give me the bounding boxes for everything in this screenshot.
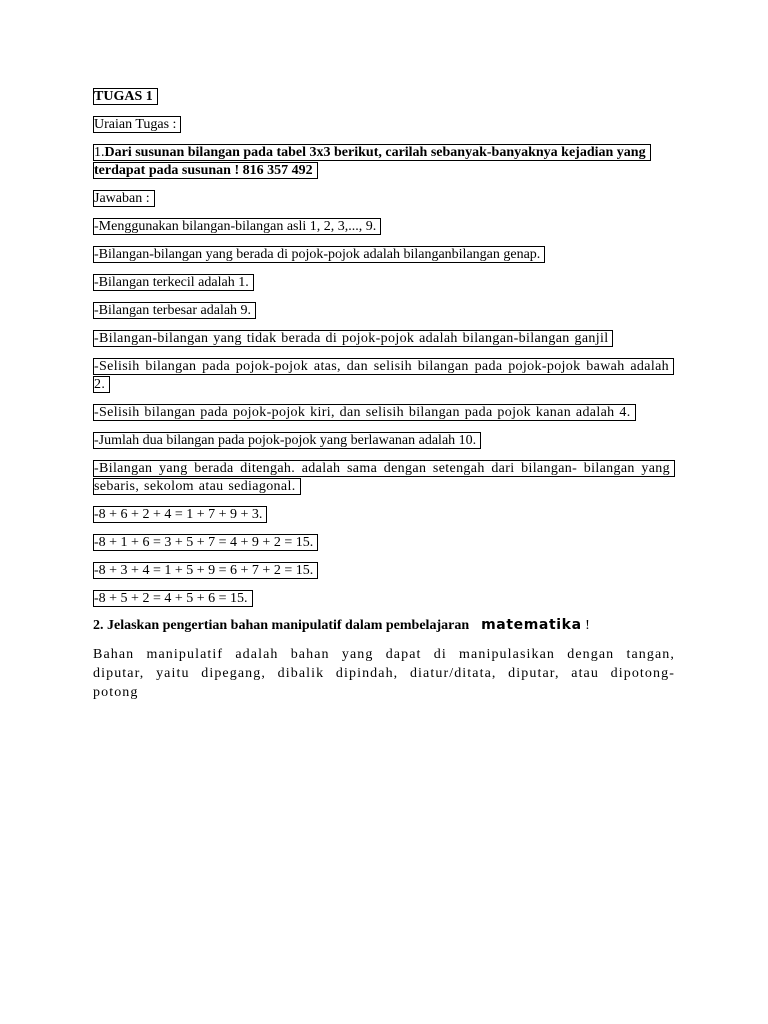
- subtitle-line: [93, 116, 675, 134]
- sum-3: [93, 562, 675, 580]
- question-1-number: 1.: [94, 145, 105, 160]
- point-1: [93, 218, 675, 236]
- question-2-keyword: matematika: [481, 617, 582, 633]
- point-2: [93, 246, 675, 264]
- point-9: [93, 460, 675, 496]
- question-1: [93, 144, 675, 180]
- sum-2: [93, 534, 675, 552]
- point-text: -Jumlah dua bilangan pada pojok-pojok yang berlawanan adalah 10.: [93, 432, 481, 449]
- sum-text: -8 + 6 + 2 + 4 = 1 + 7 + 9 + 3.: [93, 506, 267, 523]
- point-3: [93, 274, 675, 292]
- question-1-text: Dari susunan bilangan pada tabel 3x3 berikut, carilah sebanyak-banyaknya kejadian yang terdapat pada susunan ! 816 357 492: [94, 145, 646, 178]
- point-text: -Bilangan terbesar adalah 9.: [93, 302, 256, 319]
- point-text: -Bilangan yang berada ditengah. adalah sama dengan setengah dari bilangan- bilangan yang sebaris, sekolom atau sediagonal.: [93, 460, 675, 495]
- point-8: [93, 432, 675, 450]
- point-text: -Selisih bilangan pada pojok-pojok kiri, dan selisih bilangan pada pojok kanan adalah 4.: [93, 404, 636, 421]
- sum-4: [93, 590, 675, 608]
- sum-text: -8 + 5 + 2 = 4 + 5 + 6 = 15.: [93, 590, 253, 607]
- sum-text: -8 + 1 + 6 = 3 + 5 + 7 = 4 + 9 + 2 = 15.: [93, 534, 318, 551]
- point-text: -Selisih bilangan pada pojok-pojok atas, dan selisih bilangan pada pojok-pojok bawah adalah 2.: [93, 358, 674, 393]
- document-page: [93, 88, 675, 702]
- point-4: [93, 302, 675, 320]
- sum-1: [93, 506, 675, 524]
- point-text: -Bilangan terkecil adalah 1.: [93, 274, 254, 291]
- title-line: [93, 88, 675, 106]
- sum-text: -8 + 3 + 4 = 1 + 5 + 9 = 6 + 7 + 2 = 15.: [93, 562, 318, 579]
- point-text: -Bilangan-bilangan yang berada di pojok-pojok adalah bilanganbilangan genap.: [93, 246, 545, 263]
- question-2: [93, 616, 675, 635]
- point-text: -Bilangan-bilangan yang tidak berada di pojok-pojok adalah bilangan-bilangan ganjil: [93, 330, 613, 347]
- question-1-box: [93, 144, 651, 179]
- answer-label: Jawaban :: [93, 190, 155, 207]
- point-6: [93, 358, 675, 394]
- question-2-text: 2. Jelaskan pengertian bahan manipulatif dalam pembelajaran: [93, 618, 470, 633]
- point-5: [93, 330, 675, 348]
- point-text: -Menggunakan bilangan-bilangan asli 1, 2, 3,..., 9.: [93, 218, 381, 235]
- answer-2-paragraph: Bahan manipulatif adalah bahan yang dapat di manipulasikan dengan tangan, diputar, yaitu dipegang, dibalik dipindah, diatur/ditata, diputar, atau dipotong-potong: [93, 647, 675, 700]
- answer-label-line: [93, 190, 675, 208]
- subtitle: Uraian Tugas :: [93, 116, 181, 133]
- point-7: [93, 404, 675, 422]
- question-2-end: !: [585, 618, 590, 633]
- page-title: TUGAS 1: [93, 88, 158, 105]
